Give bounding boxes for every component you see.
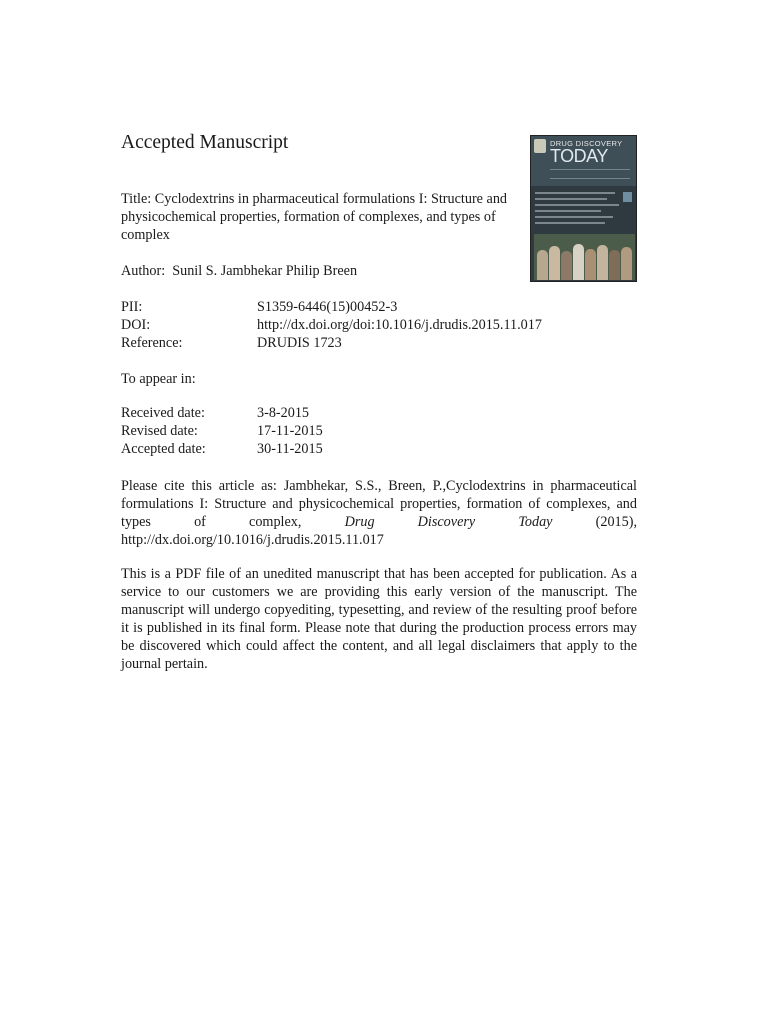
received-date-value: 3-8-2015	[257, 405, 310, 421]
accepted-date-label: Accepted date:	[121, 441, 206, 457]
revised-date-label: Revised date:	[121, 423, 198, 439]
journal-cover-image	[530, 135, 637, 282]
pii-value: S1359-6446(15)00452-3	[257, 299, 398, 315]
publisher-logo-icon	[534, 139, 546, 153]
citation-text: Please cite this article as: Jambhekar, S.S., Breen, P.,Cyclodextrins in pharmaceutical formulations I: Structure and physicochemical properties, formation of complexes, and types of complex,	[121, 478, 637, 530]
cover-journal-line2: TODAY	[550, 146, 608, 166]
disclaimer-paragraph: This is a PDF file of an unedited manuscript that has been accepted for publication. As a service to our customers we are providing this early version of the manuscript. The manuscript will undergo copyediting, typesetting, and review of the resulting proof before it is published in its final form. Please note that during the production process errors may be discovered which could affect the content, and all legal disclaimers that apply to the journal pertain.	[121, 566, 637, 672]
cover-photo	[534, 234, 635, 280]
author-names: Sunil S. Jambhekar Philip Breen	[172, 263, 358, 279]
revised-date-value: 17-11-2015	[257, 423, 323, 439]
author-label: Author:	[121, 263, 166, 279]
received-date-label: Received date:	[121, 405, 205, 421]
title-label: Title:	[121, 191, 152, 207]
doi-label: DOI:	[121, 317, 151, 333]
accepted-date-value: 30-11-2015	[257, 441, 323, 457]
appear-in-label: To appear in:	[121, 371, 196, 387]
citation-journal: Drug Discovery Today	[344, 514, 553, 530]
doi-link[interactable]: http://dx.doi.org/doi:10.1016/j.drudis.2015.11.017	[257, 317, 542, 333]
page-heading: Accepted Manuscript	[121, 132, 289, 153]
reference-value: DRUDIS 1723	[257, 335, 342, 351]
cover-tag-icon	[623, 192, 632, 202]
article-author	[121, 262, 357, 280]
title-text: Cyclodextrins in pharmaceutical formulations I: Structure and physicochemical properties, formation of complexes, and types of complex	[121, 191, 508, 243]
cover-subtitle-lines	[550, 169, 630, 179]
citation-paragraph	[121, 477, 637, 549]
article-title	[121, 190, 516, 244]
cover-journal-line1: DRUG DISCOVERY	[550, 139, 623, 148]
citation-tail: (2015), http://dx.doi.org/10.1016/j.drudis.2015.11.017	[121, 514, 637, 548]
reference-label: Reference:	[121, 335, 183, 351]
cover-contents-lines	[535, 192, 623, 236]
pii-label: PII:	[121, 299, 143, 315]
cover-masthead	[531, 136, 637, 186]
